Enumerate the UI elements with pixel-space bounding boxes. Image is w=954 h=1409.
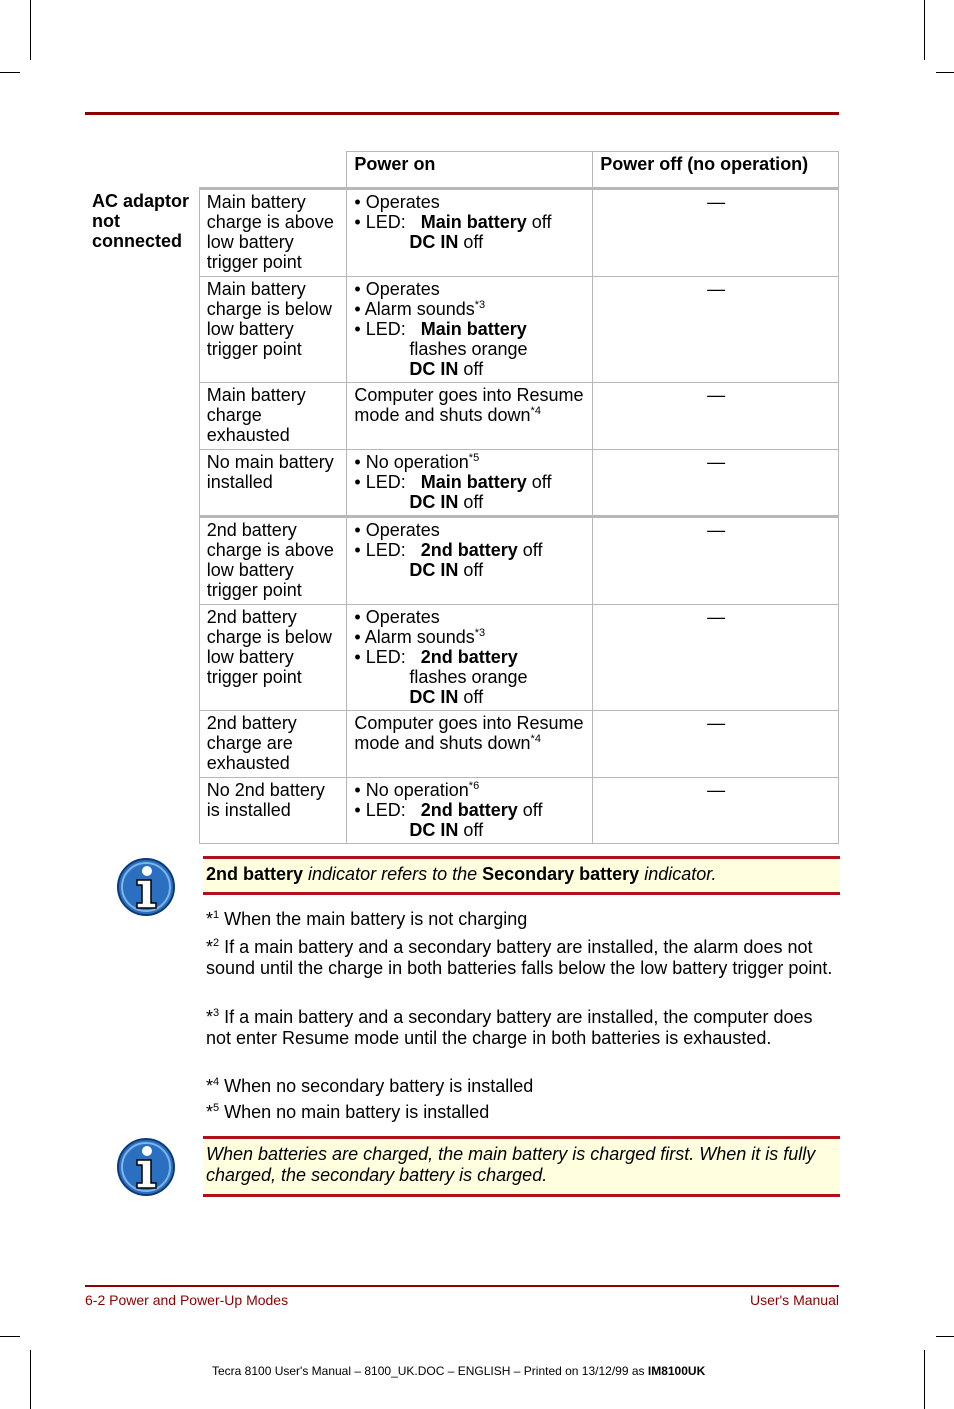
power-on-cell: • Operates • Alarm sounds$^{*3}$ • LED: 2nd battery flashes orange DC IN off [347,605,593,711]
group-label: AC adaptor not connected [92,190,190,251]
crop-mark [936,1336,954,1337]
power-on-cell: • No operation$^{*5}$ • LED: Main battery off DC IN off [347,450,593,517]
note-bold: 2nd battery [206,864,304,884]
power-on-cell: Computer goes into Resume mode and shuts down$^{*4}$ [347,711,593,778]
condition-cell: 2nd battery charge are exhausted [199,711,347,778]
condition-cell: No main battery installed [199,450,347,517]
battery-status-table [85,151,839,844]
condition-cell: Main battery charge is below low battery trigger point [199,277,347,383]
condition-cell: No 2nd battery is installed [199,778,347,844]
power-off-cell: — [593,450,839,517]
power-off-cell: — [593,778,839,844]
footnote: *$^1$ When the main battery is not charging [206,909,528,929]
footnote: *$^4$ When no secondary battery is installed [206,1076,534,1096]
power-off-cell: — [593,383,839,450]
note-text: When batteries are charged, the main battery is charged first. When it is fully charged, the secondary battery is charged. [206,1144,816,1185]
header-power-off: Power off (no operation) [593,152,839,189]
condition-cell: Main battery charge is above low battery trigger point [199,189,347,277]
note-bold: Secondary battery [482,864,640,884]
table-header-row [85,152,839,189]
footer-title: User's Manual [749,1292,839,1308]
power-on-cell: • Operates • Alarm sounds$^{*3}$ • LED: Main battery flashes orange DC IN off [347,277,593,383]
power-on-cell: • Operates • LED: Main battery off DC IN off [347,189,593,277]
power-off-cell: — [593,517,839,605]
power-off-cell: — [593,711,839,778]
header-power-on: Power on [347,152,593,189]
condition-cell: Main battery charge exhausted [199,383,347,450]
crop-mark [924,1350,925,1409]
info-icon [116,1137,176,1197]
crop-mark [0,1336,20,1337]
footer-rule [85,1285,839,1287]
footnote: *$^5$ When no main battery is installed [206,1102,490,1122]
power-off-cell: — [593,277,839,383]
power-off-cell: — [593,605,839,711]
power-on-cell: • No operation$^{*6}$ • LED: 2nd battery off DC IN off [347,778,593,844]
table-row [85,189,839,277]
note-italic: indicator. [639,864,717,884]
power-on-cell: • Operates • LED: 2nd battery off DC IN off [347,517,593,605]
condition-cell: 2nd battery charge is below low battery trigger point [199,605,347,711]
power-on-cell: Computer goes into Resume mode and shuts down$^{*4}$ [347,383,593,450]
crop-mark [30,1350,31,1409]
crop-mark [924,0,925,60]
condition-cell: 2nd battery charge is above low battery trigger point [199,517,347,605]
footnote: *$^2$ If a main battery and a secondary battery are installed, the alarm does not sound until the charge in both batteries falls below the low battery trigger point. [206,937,833,978]
footer-section: 6-2 Power and Power-Up Modes [85,1292,289,1308]
info-icon [116,857,176,917]
note-box [203,1136,840,1197]
footnote: *$^3$ If a main battery and a secondary battery are installed, the computer does not enter Resume mode until the charge in both batteries is exhausted. [206,1007,813,1048]
header-rule [85,112,839,115]
note-italic: indicator refers to the [303,864,483,884]
crop-mark [936,72,954,73]
power-off-cell: — [593,189,839,277]
crop-mark [30,0,31,60]
crop-mark [0,72,20,73]
print-line: Tecra 8100 User's Manual – 8100_UK.DOC – ENGLISH – Printed on 13/12/99 as IM8100UK [212,1364,706,1378]
note-box [203,856,840,895]
